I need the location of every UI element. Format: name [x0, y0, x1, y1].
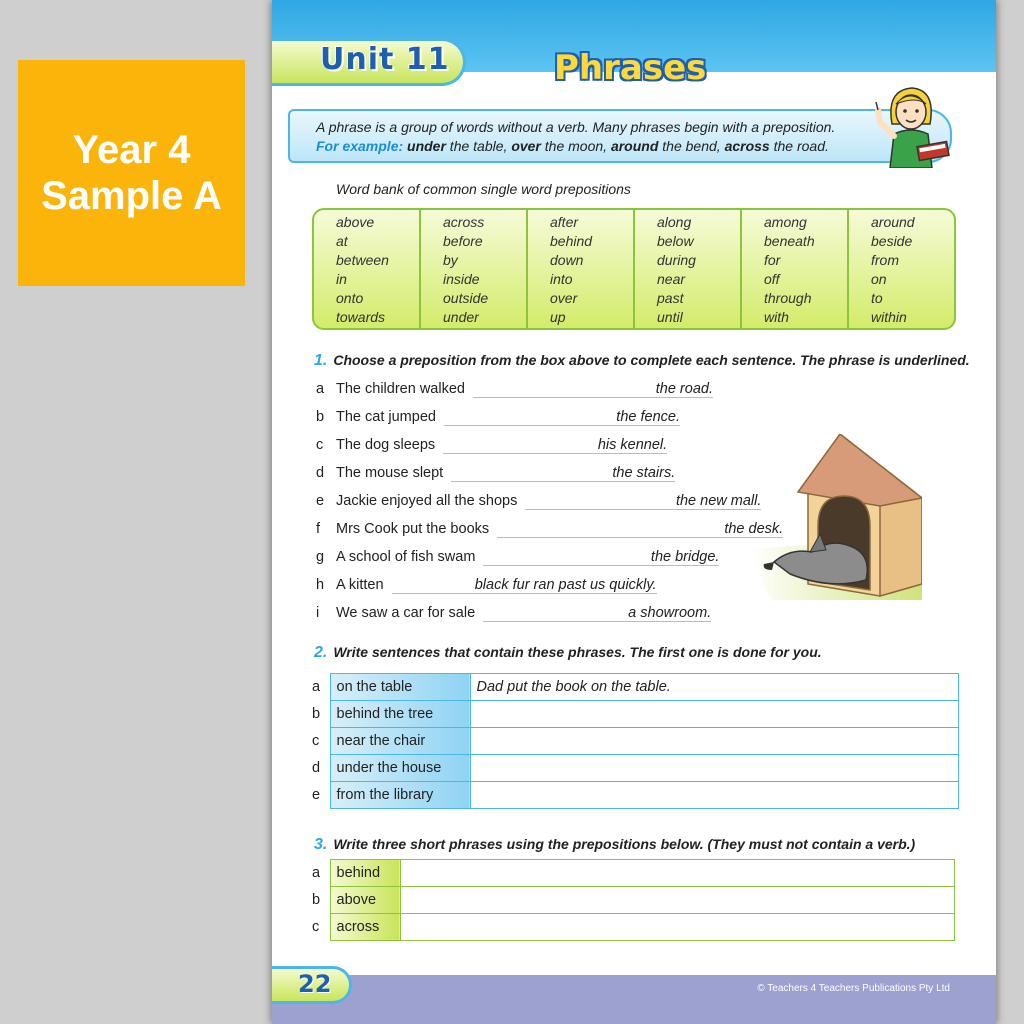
- wordbank-word: into: [550, 271, 573, 287]
- answer-blank[interactable]: [443, 437, 667, 454]
- question-2-row: [310, 674, 958, 701]
- question-3-row: [310, 887, 954, 914]
- wordbank-word: behind: [550, 233, 593, 249]
- example-rest: the bend,: [658, 138, 721, 154]
- sentence-start: A kitten: [336, 577, 384, 593]
- page-number: 22: [298, 970, 332, 998]
- intro-box: [288, 109, 952, 163]
- worksheet-page: [272, 0, 996, 1024]
- wordbank-word: after: [550, 214, 579, 230]
- wordbank-word: from: [871, 252, 899, 268]
- unit-label: Unit 11: [320, 42, 450, 77]
- intro-definition: A phrase is a group of words without a verb. Many phrases begin with a preposition.: [316, 119, 836, 135]
- wordbank-word: off: [764, 271, 780, 287]
- item-letter: a: [316, 381, 325, 397]
- page-title: Phrases: [554, 48, 707, 88]
- wordbank-column: [314, 210, 421, 328]
- wordbank-word: before: [443, 233, 483, 249]
- wordbank-column: [528, 210, 635, 328]
- wordbank-word: inside: [443, 271, 480, 287]
- wordbank-column: [421, 210, 528, 328]
- wordbank-word: past: [657, 290, 684, 306]
- sentence-answer-cell[interactable]: [470, 728, 958, 755]
- question-2-row: [310, 755, 958, 782]
- wordbank-word: along: [657, 214, 692, 230]
- question-1-number: 1.: [314, 352, 328, 369]
- question-2-text: Write sentences that contain these phrases. The first one is done for you.: [333, 644, 822, 660]
- question-2-row: [310, 701, 958, 728]
- question-1-item: [316, 465, 675, 482]
- dog-kennel-illustration-icon: [750, 434, 922, 600]
- question-3-row: [310, 914, 954, 941]
- question-2-table: [310, 673, 959, 809]
- wordbank-word: down: [550, 252, 584, 268]
- phrase-cell: near the chair: [330, 728, 470, 755]
- example-preposition: around: [610, 138, 659, 154]
- item-letter: h: [316, 577, 325, 593]
- row-letter: b: [312, 706, 321, 722]
- question-1-item: [316, 521, 783, 538]
- question-1-item: [316, 409, 680, 426]
- row-letter: e: [312, 787, 321, 803]
- wordbank-word: through: [764, 290, 812, 306]
- wordbank-word: within: [871, 309, 907, 325]
- wordbank-word: up: [550, 309, 566, 325]
- answer-blank[interactable]: [473, 381, 713, 398]
- wordbank-word: above: [336, 214, 375, 230]
- question-3-row: [310, 860, 954, 887]
- underlined-phrase: the fence.: [616, 409, 680, 425]
- preposition-cell: behind: [330, 860, 400, 887]
- underlined-phrase: the bridge.: [650, 549, 720, 565]
- example-preposition: over: [511, 138, 541, 154]
- wordbank-column: [742, 210, 849, 328]
- copyright-notice: © Teachers 4 Teachers Publications Pty Ltd: [757, 983, 950, 994]
- wordbank-word: onto: [336, 290, 364, 306]
- wordbank-word: until: [657, 309, 683, 325]
- wordbank-word: for: [764, 252, 781, 268]
- example-preposition: across: [724, 138, 770, 154]
- sentence-answer-cell[interactable]: Dad put the book on the table.: [470, 674, 958, 701]
- sentence-start: The dog sleeps: [336, 437, 436, 453]
- wordbank-word: beneath: [764, 233, 815, 249]
- item-letter: e: [316, 493, 325, 509]
- item-letter: g: [316, 549, 325, 565]
- question-1-text: Choose a preposition from the box above to complete each sentence. The phrase is underlined.: [333, 352, 970, 368]
- sentence-start: We saw a car for sale: [336, 605, 476, 621]
- phrase-answer-cell[interactable]: [400, 914, 954, 941]
- wordbank-word: between: [336, 252, 389, 268]
- question-1-item: [316, 381, 713, 398]
- underlined-phrase: the stairs.: [612, 465, 676, 481]
- example-lead: For example:: [316, 138, 404, 154]
- row-letter: a: [312, 679, 321, 695]
- example-rest: the moon,: [540, 138, 608, 154]
- phrase-answer-cell[interactable]: [400, 860, 954, 887]
- question-2-row: [310, 728, 958, 755]
- sentence-start: Jackie enjoyed all the shops: [336, 493, 518, 509]
- intro-example: [316, 137, 950, 156]
- wordbank-word: in: [336, 271, 347, 287]
- underlined-phrase: the road.: [655, 381, 713, 397]
- item-letter: f: [316, 521, 321, 537]
- phrase-cell: under the house: [330, 755, 470, 782]
- wordbank-word: by: [443, 252, 458, 268]
- wordbank-word: across: [443, 214, 485, 230]
- question-1-item: [316, 493, 761, 510]
- sentence-start: The children walked: [336, 381, 465, 397]
- question-1-item: [316, 549, 719, 566]
- answer-blank[interactable]: [392, 577, 657, 594]
- question-3-heading: [314, 836, 915, 854]
- underlined-phrase: a showroom.: [628, 605, 712, 621]
- answer-blank[interactable]: [451, 465, 675, 482]
- wordbank-column: [635, 210, 742, 328]
- question-3-number: 3.: [314, 836, 328, 853]
- question-1-item: [316, 577, 657, 594]
- wordbank-word: with: [764, 309, 789, 325]
- answer-blank[interactable]: [444, 409, 680, 426]
- sentence-start: The cat jumped: [336, 409, 436, 425]
- wordbank-word: at: [336, 233, 348, 249]
- wordbank-word: under: [443, 309, 479, 325]
- question-3-table: [310, 859, 955, 941]
- preposition-cell: above: [330, 887, 400, 914]
- question-1-item: [316, 437, 667, 454]
- badge-line-1: Year 4: [72, 128, 191, 172]
- sentence-answer-cell[interactable]: [470, 755, 958, 782]
- sentence-answer-cell[interactable]: [470, 782, 958, 809]
- item-letter: i: [316, 605, 320, 621]
- preposition-cell: across: [330, 914, 400, 941]
- teacher-illustration-icon: [870, 82, 954, 168]
- wordbank-word: below: [657, 233, 694, 249]
- question-1-heading: [314, 352, 970, 370]
- question-2-row: [310, 782, 958, 809]
- phrase-cell: on the table: [330, 674, 470, 701]
- wordbank-word: among: [764, 214, 807, 230]
- question-3-text: Write three short phrases using the prepositions below. (They must not contain a verb.): [333, 836, 916, 852]
- wordbank-box: [312, 208, 956, 330]
- answer-blank[interactable]: [483, 605, 711, 622]
- example-phrases: [407, 138, 829, 154]
- badge-line-2: Sample A: [41, 174, 222, 218]
- wordbank-word: outside: [443, 290, 489, 306]
- underlined-phrase: the desk.: [724, 521, 784, 537]
- wordbank-word: near: [657, 271, 686, 287]
- answer-blank[interactable]: [525, 493, 761, 510]
- item-letter: c: [316, 437, 324, 453]
- item-letter: b: [316, 409, 325, 425]
- row-letter: b: [312, 892, 321, 908]
- wordbank-column: [849, 210, 954, 328]
- answer-blank[interactable]: [483, 549, 719, 566]
- row-letter: c: [312, 733, 320, 749]
- example-rest: the road.: [769, 138, 829, 154]
- question-2-number: 2.: [314, 644, 328, 661]
- row-letter: c: [312, 919, 320, 935]
- wordbank-title: Word bank of common single word prepositions: [336, 181, 631, 197]
- example-preposition: under: [407, 138, 446, 154]
- question-2-heading: [314, 644, 822, 662]
- item-letter: d: [316, 465, 325, 481]
- underlined-phrase: his kennel.: [597, 437, 668, 453]
- wordbank-word: beside: [871, 233, 913, 249]
- wordbank-word: on: [871, 271, 887, 287]
- example-rest: the table,: [445, 138, 508, 154]
- row-letter: a: [312, 865, 321, 881]
- wordbank-word: around: [871, 214, 915, 230]
- sentence-start: Mrs Cook put the books: [336, 521, 490, 537]
- wordbank-word: during: [657, 252, 696, 268]
- sentence-start: A school of fish swam: [336, 549, 476, 565]
- question-1-item: [316, 605, 711, 622]
- row-letter: d: [312, 760, 321, 776]
- answer-blank[interactable]: [497, 521, 783, 538]
- phrase-answer-cell[interactable]: [400, 887, 954, 914]
- underlined-phrase: the new mall.: [675, 493, 762, 509]
- wordbank-word: over: [550, 290, 578, 306]
- sentence-start: The mouse slept: [336, 465, 444, 481]
- phrase-cell: from the library: [330, 782, 470, 809]
- phrase-cell: behind the tree: [330, 701, 470, 728]
- year-badge: [18, 60, 245, 286]
- underlined-phrase: black fur ran past us quickly.: [474, 577, 657, 593]
- sentence-answer-cell[interactable]: [470, 701, 958, 728]
- wordbank-word: towards: [336, 309, 386, 325]
- wordbank-word: to: [871, 290, 883, 306]
